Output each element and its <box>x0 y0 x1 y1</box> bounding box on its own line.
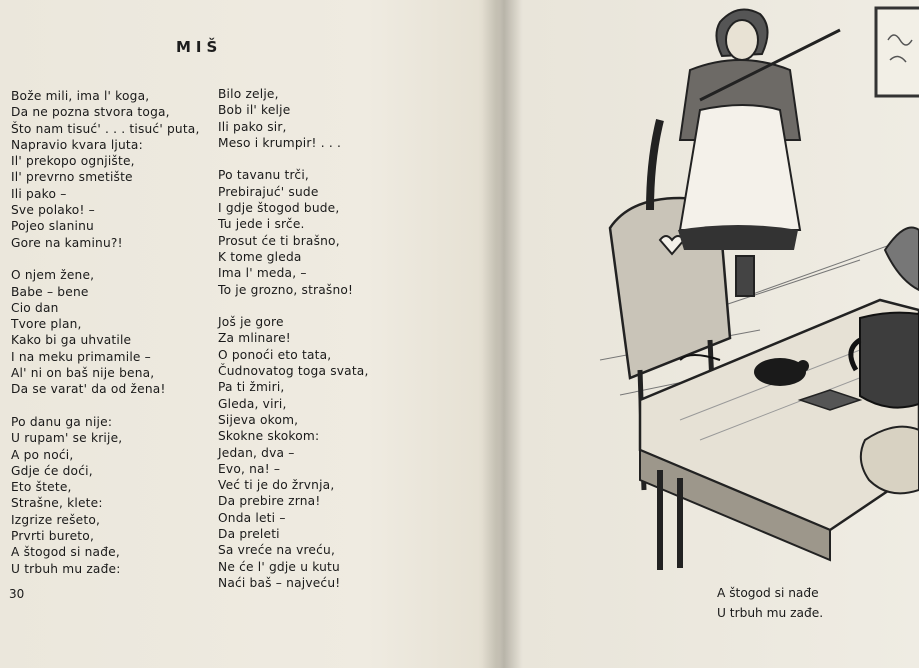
illustration-caption <box>717 583 823 623</box>
poem-line: Da preleti <box>218 527 280 542</box>
poem-line: A po noći, <box>11 447 74 462</box>
poem-line: Meso i krumpir! . . . <box>218 135 342 150</box>
poem-line: O njem žene, <box>11 268 95 283</box>
poem-line: Gleda, viri, <box>218 396 287 411</box>
poem-line: Ima l' meda, – <box>218 266 307 281</box>
poem-line: Pojeo slaninu <box>11 219 94 234</box>
poem-line: Što nam tisuć' . . . tisuć' puta, <box>11 121 200 136</box>
poem-line: Sa vreće na vreću, <box>218 543 336 558</box>
woman-chasing-mouse-illustration <box>560 0 919 575</box>
poem-line: Gdje će doći, <box>11 463 93 478</box>
poem-line: Il' prevrno smetište <box>11 170 133 185</box>
poem-line: Prvrti bureto, <box>11 529 95 544</box>
stanza <box>218 167 369 297</box>
poem-line: Skokne skokom: <box>218 429 320 444</box>
poem-line: Bože mili, ima l' koga, <box>11 89 150 103</box>
poem-line: Po danu ga nije: <box>11 414 113 429</box>
poem-line: Il' prekopo ognjište, <box>11 154 135 169</box>
poem-column-left <box>11 88 200 577</box>
poem-line: Za mlinare! <box>218 331 291 346</box>
poem-line: Izgrize rešeto, <box>11 512 101 527</box>
page-number: 30 <box>9 587 25 601</box>
poem-line: Po tavanu trči, <box>218 168 309 183</box>
poem-line: Da se varat' da od žena! <box>11 382 166 397</box>
poem-line: Tvore plan, <box>11 317 82 332</box>
poem-line: U trbuh mu zađe: <box>11 561 121 576</box>
poem-line: Da ne pozna stvora toga, <box>11 105 170 120</box>
poem-line: Čudnovatog toga svata, <box>218 364 369 379</box>
stanza <box>218 86 369 151</box>
poem-line: Eto štete, <box>11 480 72 495</box>
poem-line: Naći baš – najveću! <box>218 575 341 590</box>
poem-line: Prosut će ti brašno, <box>218 233 340 248</box>
poem-line: I na meku primamile – <box>11 349 151 364</box>
poem-line: U rupam' se krije, <box>11 431 123 446</box>
poem-line: A štogod si nađe, <box>11 545 120 560</box>
stanza <box>11 414 200 577</box>
poem-line: Prebirajuć' sude <box>218 184 319 199</box>
poem-column-right <box>218 86 369 591</box>
poem-line: Sijeva okom, <box>218 412 299 427</box>
caption-line: U trbuh mu zađe. <box>717 606 824 620</box>
poem-line: O ponoći eto tata, <box>218 347 332 362</box>
poem-line: Bob il' kelje <box>218 103 291 118</box>
poem-line: Ne će l' gdje u kutu <box>218 559 340 574</box>
poem-line: Al' ni on baš nije bena, <box>11 366 155 381</box>
poem-line: Ili pako sir, <box>218 119 287 134</box>
poem-line: Sve polako! – <box>11 203 95 218</box>
poem-line: K tome gleda <box>218 249 302 264</box>
poem-line: Onda leti – <box>218 510 286 525</box>
poem-line: Pa ti žmiri, <box>218 380 285 395</box>
stanza <box>11 88 200 251</box>
stanza <box>218 314 369 591</box>
poem-line: To je grozno, strašno! <box>218 282 354 297</box>
poem-line: Da prebire zrna! <box>218 494 321 509</box>
poem-line: Tu jede i srče. <box>218 217 305 232</box>
poem-line: Već ti je do žrvnja, <box>218 478 335 493</box>
poem-line: Kako bi ga uhvatile <box>11 333 132 348</box>
cat-tail <box>885 228 919 291</box>
poem-line: Bilo zelje, <box>218 87 279 101</box>
poem-line: Gore na kaminu?! <box>11 235 123 250</box>
poem-line: Evo, na! – <box>218 461 281 476</box>
poem-line: Cio dan <box>11 300 59 315</box>
wall-picture-frame <box>876 8 919 96</box>
caption-line: A štogod si nađe <box>717 586 819 600</box>
poem-line: Još je gore <box>218 315 284 330</box>
poem-title: MIŠ <box>176 38 223 56</box>
poem-line: Ili pako – <box>11 186 67 201</box>
poem-line: I gdje štogod bude, <box>218 201 340 216</box>
poem-line: Napravio kvara ljuta: <box>11 137 143 152</box>
clay-jug <box>851 313 919 408</box>
stanza <box>11 267 200 397</box>
poem-line: Strašne, klete: <box>11 496 103 511</box>
poem-line: Babe – bene <box>11 284 89 299</box>
poem-line: Jedan, dva – <box>218 445 295 460</box>
